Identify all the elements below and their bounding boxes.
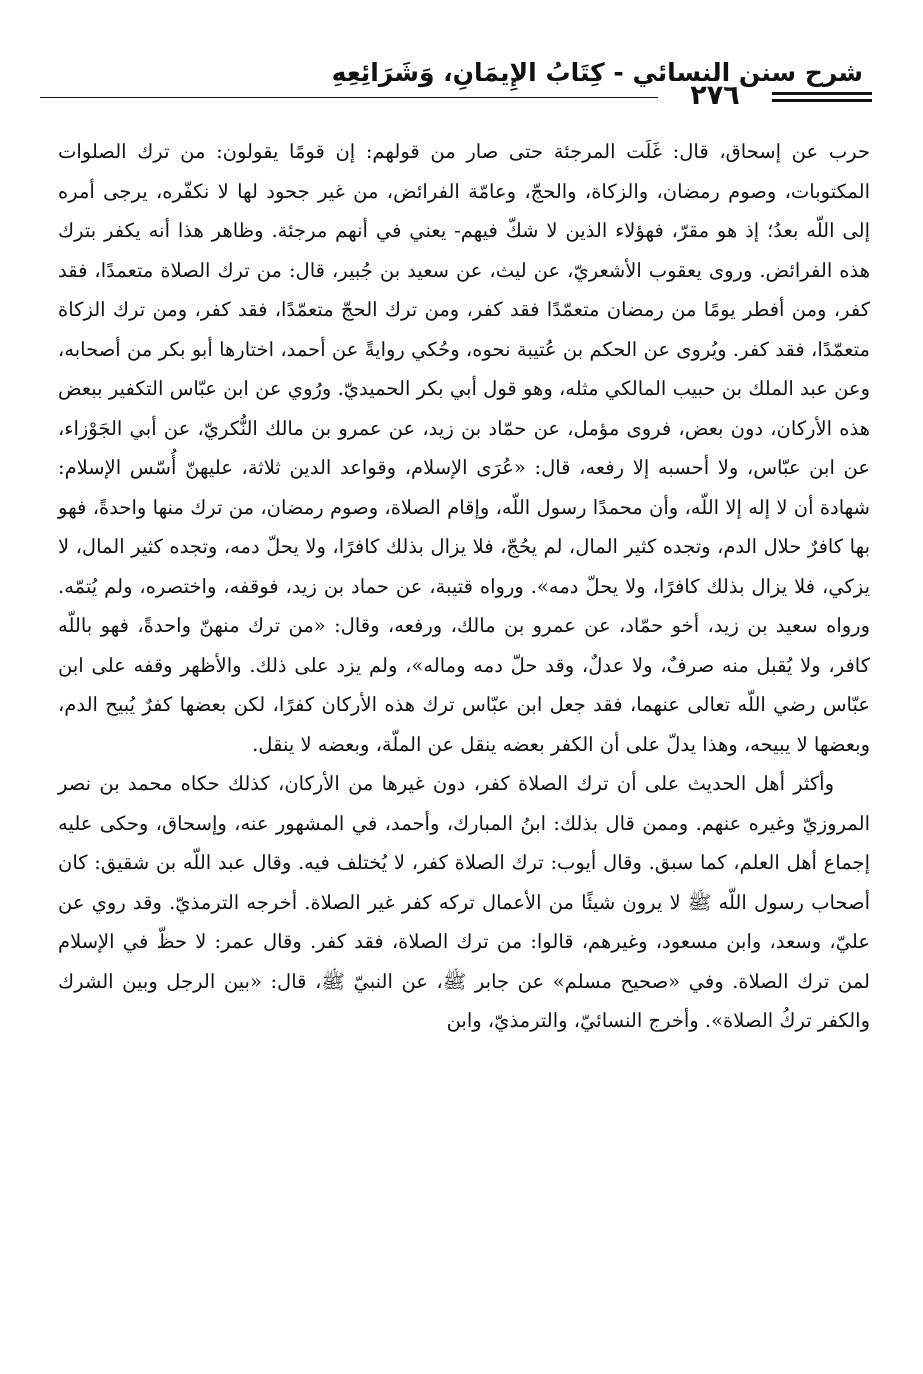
header-double-rule	[772, 92, 872, 106]
page-number: ٢٧٦	[690, 80, 740, 111]
running-header-title: شرح سنن النسائي - كِتَابُ الإِيمَانِ، وَشَرَائِعِهِ	[331, 58, 863, 87]
body-text	[58, 132, 870, 1041]
header-rule	[40, 97, 658, 98]
body-paragraph-1: حرب عن إسحاق، قال: غَلَت المرجئة حتى صار من قولهم: إن قومًا يقولون: من ترك الصلوات المكتوبات، وصوم رمضان، والزكاة، والحجّ، وعامّة الفرائض، من غير جحود لها لا نكفّره، يرجى أمره إلى اللّه بعدُ؛ إذ هو مقرّ، فهؤلاء الذين لا شكّ فيهم- يعني في أنهم مرجئة. وظاهر هذا أنه يكفر بترك هذه الفرائض. وروى يعقوب الأشعريّ، عن ليث، عن سعيد بن جُبير، قال: من ترك الصلاة متعمدًا، فقد كفر، ومن أفطر يومًا من رمضان متعمّدًا فقد كفر، ومن ترك الحجّ متعمّدًا، فقد كفر، ومن ترك الزكاة متعمّدًا، فقد كفر. ويُروى عن الحكم بن عُتيبة نحوه، وحُكي روايةً عن أحمد، اختارها أبو بكر من أصحابه، وعن عبد الملك بن حبيب المالكي مثله، وهو قول أبي بكر الحميديّ. ورُوي عن ابن عبّاس التكفير ببعض هذه الأركان، دون بعض، فروى مؤمل، عن حمّاد بن زيد، عن عمرو بن مالك النُّكريّ، عن أبي الجَوْزاء، عن ابن عبّاس، ولا أحسبه إلا رفعه، قال: «عُرَى الإسلام، وقواعد الدين ثلاثة، عليهنّ أُسّس الإسلام: شهادة أن لا إله إلا اللّه، وأن محمدًا رسول اللّه، وإقام الصلاة، وصوم رمضان، من ترك منها واحدةً، فهو بها كافرٌ حلال الدم، وتجده كثير المال، لم يحُجّ، فلا يزال بذلك كافرًا، ولا يحلّ دمه، وتجده كثير المال، لا يزكي، فلا يزال بذلك كافرًا، ولا يحلّ دمه». ورواه قتيبة، عن حماد بن زيد، فوقفه، واختصره، ولم يُتمّه. ورواه سعيد بن زيد، أخو حمّاد، عن عمرو بن مالك، ورفعه، وقال: «من ترك منهنّ واحدةً، فهو باللّه كافر، ولا يُقبل منه صرفٌ، ولا عدلٌ، وقد حلّ دمه وماله»، ولم يزد على ذلك. والأظهر وقفه على ابن عبّاس رضي اللّه تعالى عنهما، فقد جعل ابن عبّاس ترك هذه الأركان كفرًا، لكن بعضها كفرٌ يُبيح الدم، وبعضها لا يبيحه، وهذا يدلّ على أن الكفر بعضه ينقل عن الملّة، وبعضه لا ينقل.	[58, 140, 870, 756]
body-paragraph-2: وأكثر أهل الحديث على أن ترك الصلاة كفر، دون غيرها من الأركان، كذلك حكاه محمد بن نصر المروزيّ وغيره عنهم. وممن قال بذلك: ابنُ المبارك، وأحمد، في المشهور عنه، وإسحاق، وحكى عليه إجماع أهل العلم، كما سبق. وقال أيوب: ترك الصلاة كفر، لا يُختلف فيه. وقال عبد اللّه بن شقيق: كان أصحاب رسول اللّه ﷺ لا يرون شيئًا من الأعمال تركه كفر غير الصلاة. أخرجه الترمذيّ. وقد روي عن عليّ، وسعد، وابن مسعود، وغيرهم، قالوا: من ترك الصلاة، فقد كفر. وقال عمر: لا حظّ في الإسلام لمن ترك الصلاة. وفي «صحيح مسلم» عن جابر ﷺ، عن النبيّ ﷺ، قال: «بين الرجل وبين الشرك والكفر تركُ الصلاة». وأخرج النسائيّ، والترمذيّ، وابن	[58, 772, 870, 1032]
